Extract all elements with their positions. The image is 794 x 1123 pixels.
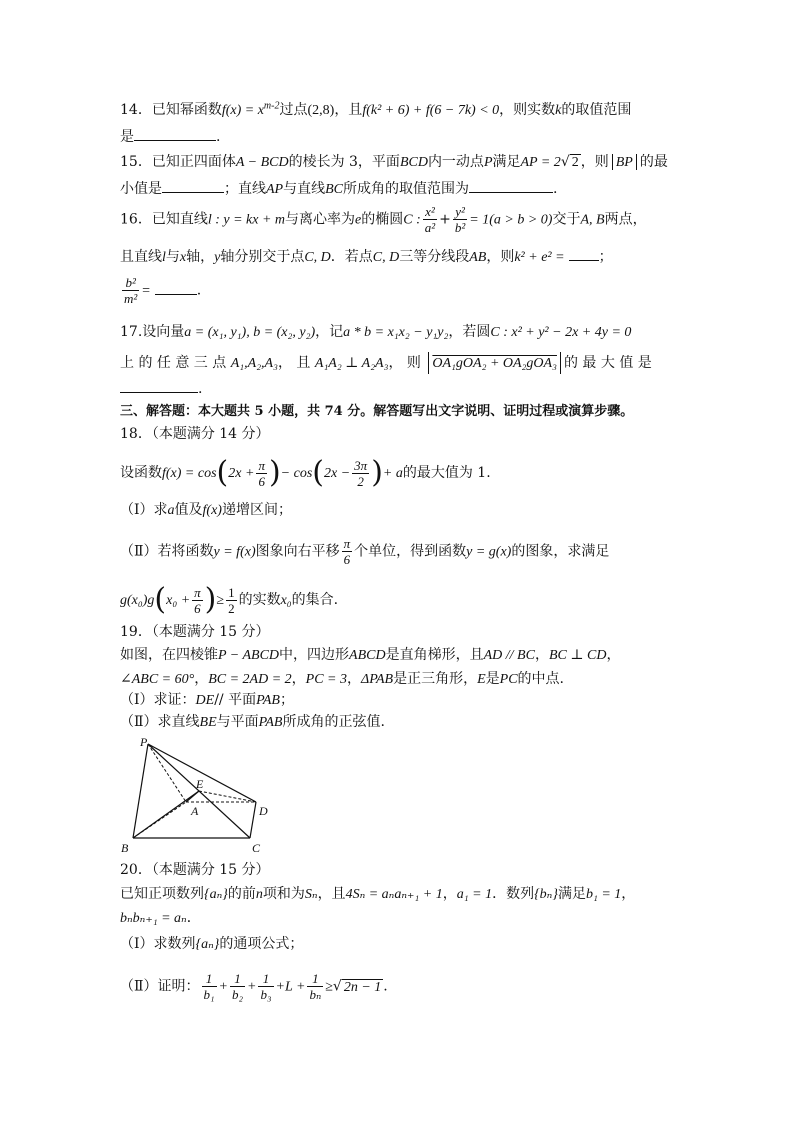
q14-line1: 14．已知幂函数$f(x) = x^{m-2}$过点(2,8)，且f(k² + 6) + f(6 − 7k) < 0，则实数k的取值范围 bbox=[120, 100, 632, 118]
label-A: A bbox=[191, 804, 199, 818]
q16-fraction-x: $\frac{\text{x²}}{\text{a²}}$ bbox=[424, 204, 436, 235]
label-D: D bbox=[259, 804, 268, 818]
q18-part1: （Ⅰ）求a值及f(x)递增区间； bbox=[120, 502, 292, 518]
q16-line3: $\frac{\text{b²}}{\text{m²}}$ = . bbox=[124, 275, 202, 306]
q15-answer-blank-1[interactable] bbox=[162, 178, 224, 193]
q16-fraction-y: $\frac{\text{y²}}{\text{b²}}$ bbox=[454, 204, 466, 235]
q14-line2: 是 . bbox=[120, 126, 220, 147]
edge-CD bbox=[250, 802, 256, 838]
label-E: E bbox=[196, 777, 204, 791]
edge-AE bbox=[186, 791, 199, 802]
q20-header: 20．（本题满分 15 分） bbox=[120, 862, 270, 878]
q19-line2: ∠ABC = 60°，BC = 2AD = 2，PC = 3，ΔPAB是正三角形，E是PC的中点. bbox=[120, 671, 564, 687]
pyramid-diagram bbox=[116, 734, 276, 858]
q14-power-function: $f(x) = x^{m-2}$ bbox=[221, 100, 280, 118]
q20-line2: bₙbₙ₊₁ = aₙ． bbox=[120, 910, 201, 926]
q14-answer-blank[interactable] bbox=[134, 126, 216, 141]
q19-part2: （Ⅱ）求直线BE与平面PAB所成角的正弦值. bbox=[120, 714, 385, 730]
q18-line1: 设函数f(x) = cos(2x + $\frac{\pi}{6}$ )− cos(2x − $\frac{3\pi}{2}$ )+ a的最大值为 1. bbox=[120, 455, 491, 490]
label-C: C bbox=[252, 841, 261, 855]
q18-part2: （Ⅱ）若将函数y = f(x)图象向右平移 $\frac{\pi}{6}$ 个单位，得到函数y = g(x)的图象，求满足 bbox=[120, 536, 610, 567]
q16-answer-blank-1[interactable] bbox=[569, 246, 599, 261]
edge-PB bbox=[133, 744, 148, 838]
q16-answer-blank-2[interactable] bbox=[155, 280, 197, 295]
section-3-header: 三、解答题：本大题共 5 小题，共 74 分。解答题写出文字说明、证明过程或演算步骤。 bbox=[120, 404, 634, 419]
q14-inequality: f(k² + 6) + f(6 − 7k) < 0 bbox=[362, 103, 500, 118]
q17-line2: 上 的 任 意 三 点 A₁,A₂,A₃， 且 A₁A₂ ⊥ A₂A₃， 则 OA₁gOA₂ + OA₂gOA₃ 的 最 大 值 是 bbox=[120, 352, 652, 374]
q19-line1: 如图，在四棱锥P − ABCD中，四边形ABCD是直角梯形，且AD // BC，BC ⊥ CD， bbox=[120, 647, 621, 663]
q15-answer-blank-2[interactable] bbox=[469, 178, 553, 193]
label-B: B bbox=[121, 841, 129, 855]
q15-line2: 小值是 ；直线AP与直线BC所成角的取值范围为 . bbox=[120, 178, 557, 200]
label-P: P bbox=[140, 735, 148, 749]
q16-fraction-bm: $\frac{\text{b²}}{\text{m²}}$ bbox=[124, 275, 138, 306]
q17-line1: 17.设向量a = (x₁, y₁), b = (x₂, y₂)，记a * b = x₁x₂ − y₁y₂，若圆C : x² + y² − 2x + 4y = 0 bbox=[120, 324, 632, 340]
q17-line3: . bbox=[120, 378, 202, 399]
q19-header: 19．（本题满分 15 分） bbox=[120, 624, 270, 640]
q20-part1: （Ⅰ）求数列{aₙ}的通项公式； bbox=[120, 936, 304, 952]
q20-line1: 已知正项数列{aₙ}的前n项和为Sₙ，且4Sₙ = aₙaₙ₊₁ + 1，a₁ = 1．数列{bₙ}满足b₁ = 1， bbox=[120, 886, 636, 902]
q19-part1: （Ⅰ）求证：DE// 平面PAB； bbox=[120, 692, 294, 708]
q16-line1: 16．已知直线l : y = kx + m与离心率为e的椭圆C : $\frac{\text{x²}}{\text{a²}}$ + $\frac{\text{y²}}{\text{b²}}$ = 1(a > b > 0)交于A, B两点， bbox=[120, 204, 647, 235]
q18-part2-cont: g(x₀)g(x₀ + $\frac{\pi}{6}$ )≥ $\frac{1}{2}$ 的实数x₀的集合. bbox=[120, 582, 339, 617]
edge-ED bbox=[199, 791, 256, 802]
q15-line1: 15．已知正四面体A − BCD的棱长为 3，平面BCD内一动点P满足AP = 2√ 2 ，则 BP 的最 bbox=[120, 154, 668, 170]
q16-line2: 且直线l与x轴，y轴分别交于点C, D．若点C, D三等分线段AB，则k² + e² = ； bbox=[120, 246, 613, 268]
q20-part2: （Ⅱ）证明： $\frac{1}{\text{b₁}}$ + $\frac{1}{\text{b₂}}$ + $\frac{1}{\text{b₃}}$ +L + $\frac{1}{\text{bₙ}}$ ≥√ 2n − 1 . bbox=[120, 971, 388, 1002]
q18-header: 18．（本题满分 14 分） bbox=[120, 426, 270, 442]
q17-answer-blank[interactable] bbox=[120, 378, 198, 393]
